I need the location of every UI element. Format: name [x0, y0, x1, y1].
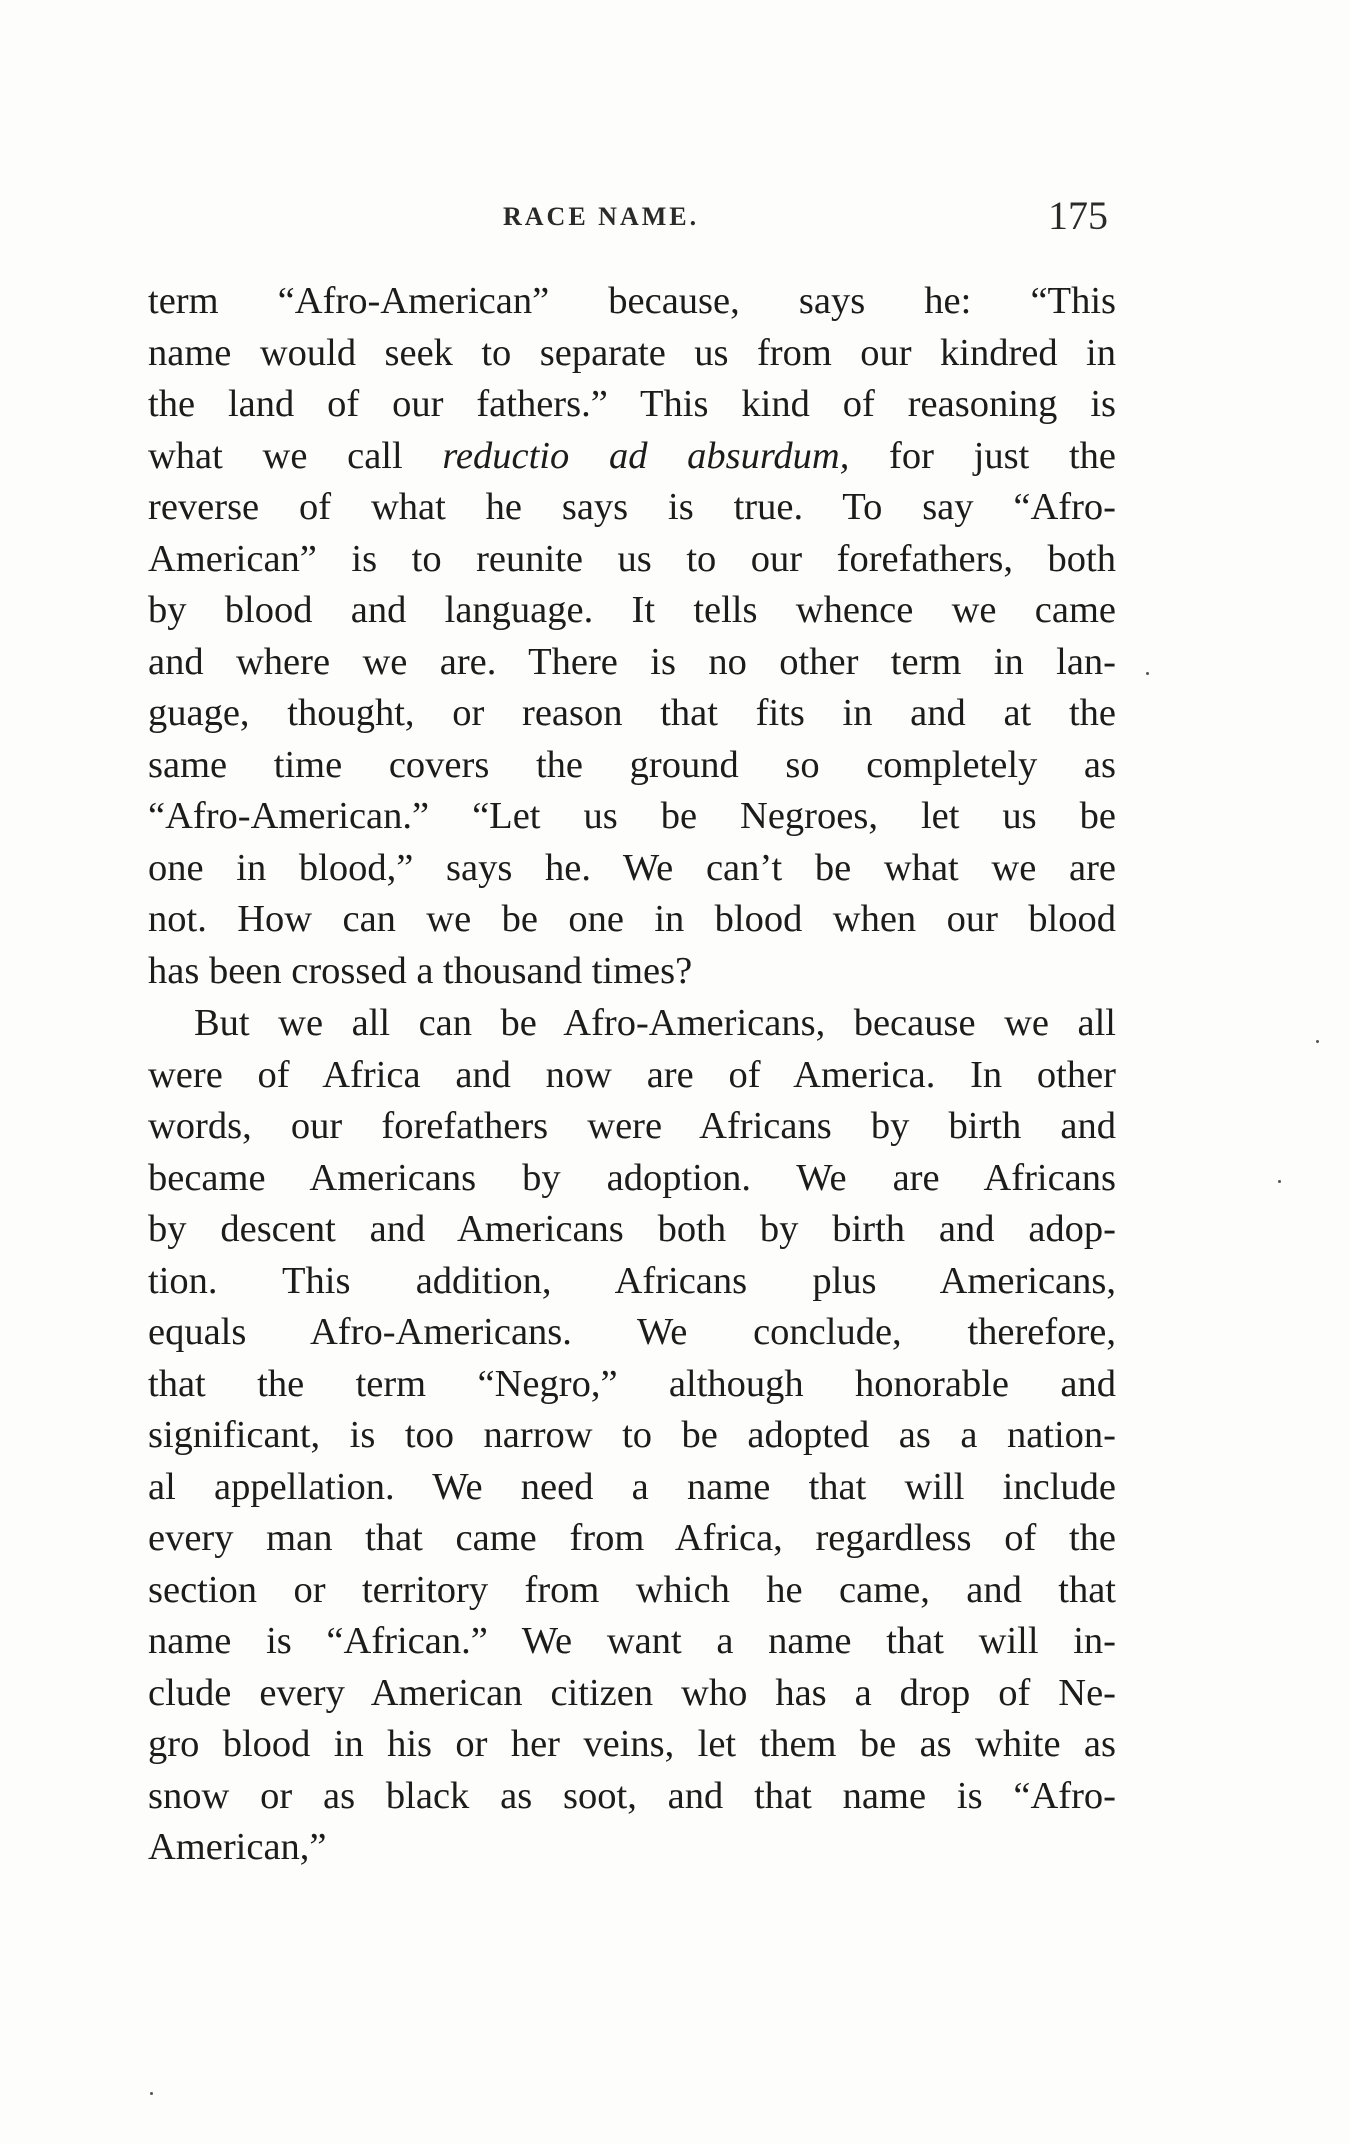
text-line: tion. This addition, Africans plus Americans,: [148, 1259, 1116, 1302]
text-line: American,”: [148, 1826, 327, 1868]
running-head: [148, 193, 1108, 244]
text-line: But we all can be Afro-Americans, because we all: [194, 1002, 1116, 1044]
text-line: “Afro-American.” “Let us be Negroes, let us be: [148, 795, 1116, 837]
paper-speck: [1278, 1180, 1281, 1183]
paper-speck: [1146, 672, 1149, 675]
text-line: and where we are. There is no other term in lan-: [148, 640, 1116, 683]
text-line: not. How can we be one in blood when our blood: [148, 898, 1116, 940]
text-line: name would seek to separate us from our kindred in: [148, 331, 1116, 374]
text-segment: what we call: [148, 434, 443, 477]
text-line: significant, is too narrow to be adopted as a nation-: [148, 1414, 1116, 1456]
text-line: has been crossed a thousand times?: [148, 949, 693, 992]
text-line: clude every American citizen who has a drop of Ne-: [148, 1671, 1116, 1714]
text-line: equals Afro-Americans. We conclude, therefore,: [148, 1311, 1116, 1353]
text-line: by descent and Americans both by birth and adop-: [148, 1208, 1116, 1250]
text-line: became Americans by adoption. We are Africans: [148, 1156, 1116, 1199]
text-line: section or territory from which he came, and that: [148, 1568, 1116, 1611]
text-line: words, our forefathers were Africans by birth and: [148, 1105, 1116, 1147]
running-title: RACE NAME.: [503, 202, 700, 231]
text-segment: for just the: [849, 434, 1116, 477]
text-line: American” is to reunite us to our forefathers, both: [148, 537, 1116, 580]
paper-speck: [1316, 1040, 1319, 1043]
text-line: were of Africa and now are of America. In other: [148, 1053, 1116, 1096]
text-line: by blood and language. It tells whence we came: [148, 589, 1116, 631]
paragraph-2: [148, 998, 1116, 1874]
paragraph-1: [148, 276, 1116, 997]
text-line: same time covers the ground so completely as: [148, 743, 1116, 786]
text-line: that the term “Negro,” although honorable and: [148, 1362, 1116, 1405]
text-line: term “Afro-American” because, says he: “This: [148, 280, 1116, 322]
text-line-with-italic: [148, 431, 1116, 483]
text-line: guage, thought, or reason that fits in and at the: [148, 692, 1116, 734]
text-line: one in blood,” says he. We can’t be what we are: [148, 846, 1116, 889]
text-line: name is “African.” We want a name that will in-: [148, 1620, 1116, 1662]
body-text: [148, 276, 1116, 1874]
italic-phrase: reductio ad absurdum,: [442, 434, 850, 477]
page-number: 175: [1048, 193, 1108, 238]
text-line: every man that came from Africa, regardless of the: [148, 1517, 1116, 1559]
text-line: gro blood in his or her veins, let them be as white as: [148, 1723, 1116, 1765]
text-line: snow or as black as soot, and that name is “Afro-: [148, 1774, 1116, 1817]
text-line: the land of our fathers.” This kind of reasoning is: [148, 383, 1116, 425]
text-line: reverse of what he says is true. To say “Afro-: [148, 486, 1116, 528]
text-line: al appellation. We need a name that will include: [148, 1465, 1116, 1508]
paper-speck: [150, 2092, 153, 2095]
